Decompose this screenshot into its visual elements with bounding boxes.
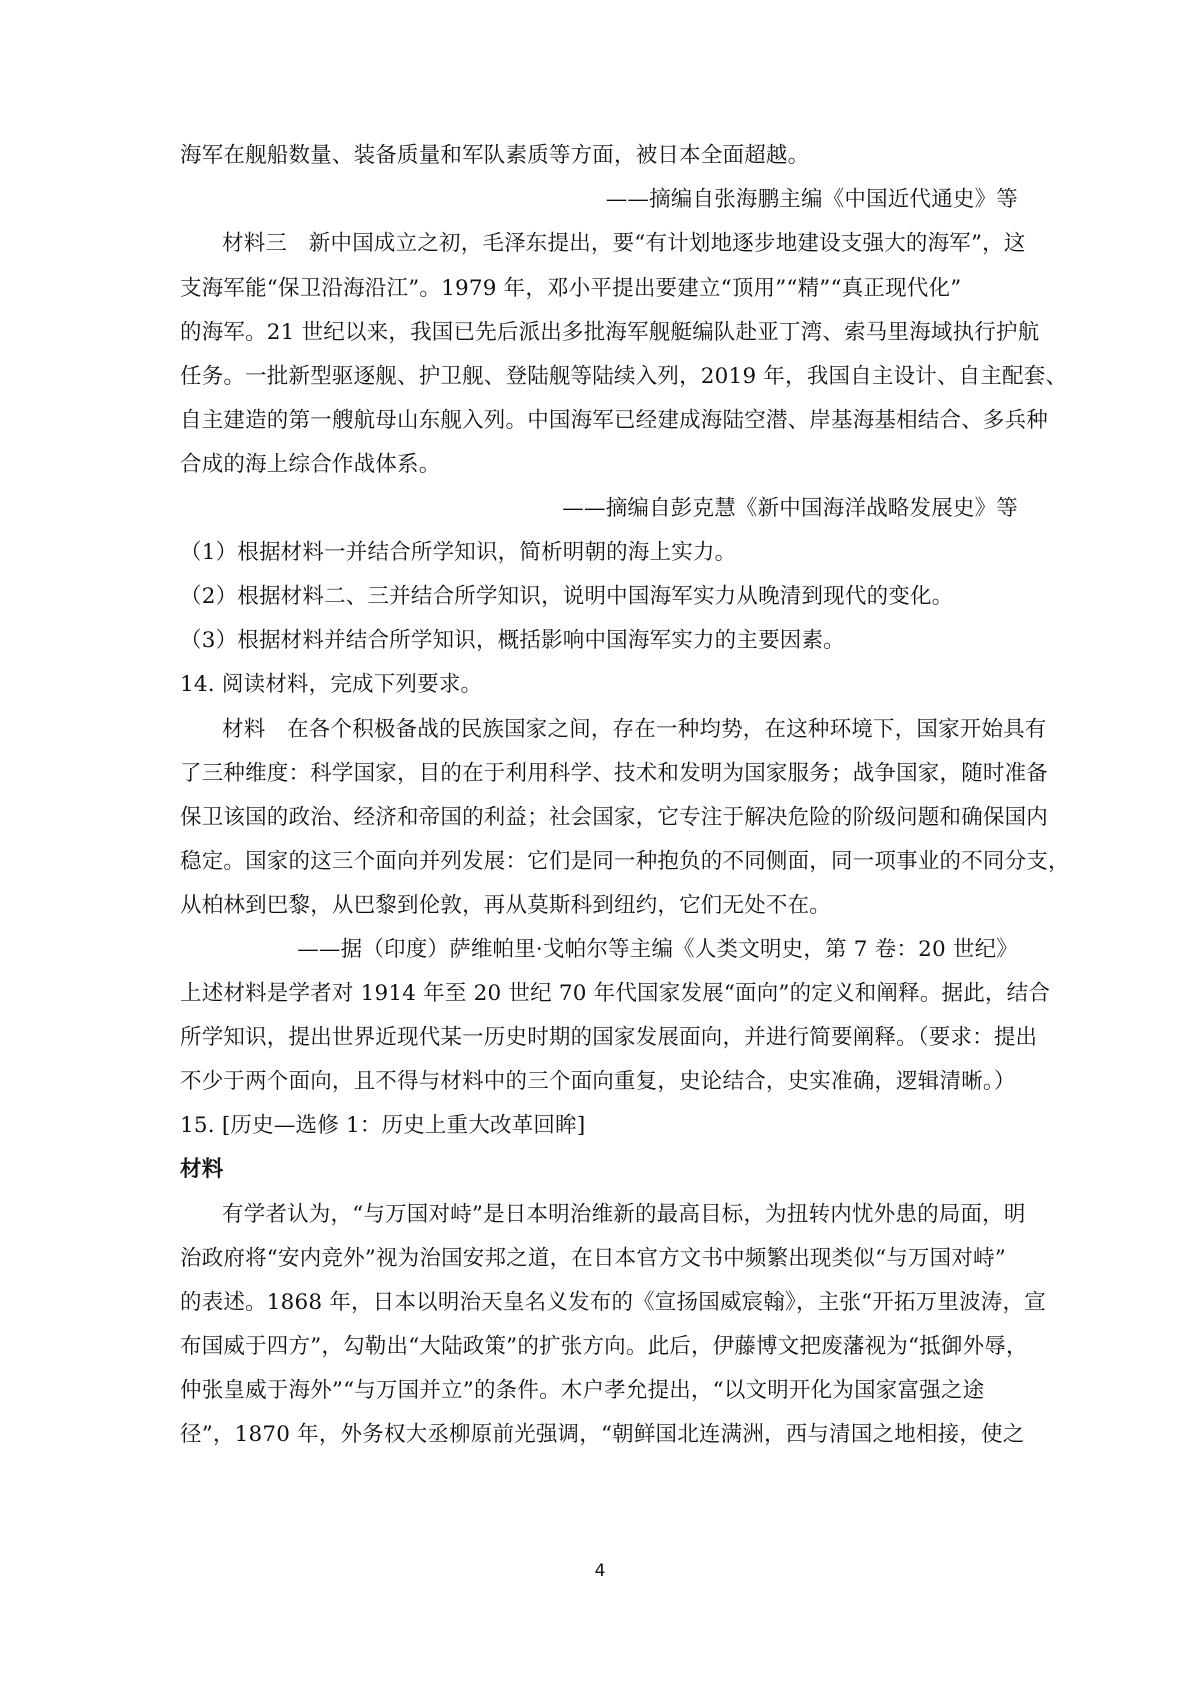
paragraph-line: 任务。一批新型驱逐舰、护卫舰、登陆舰等陆续入列，2019 年，我国自主设计、自主配套、 bbox=[180, 364, 1068, 389]
question-item: （3）根据材料并结合所学知识，概括影响中国海军实力的主要因素。 bbox=[180, 628, 845, 653]
paragraph-line: 自主建造的第一艘航母山东舰入列。中国海军已经建成海陆空潜、岸基海基相结合、多兵种 bbox=[180, 408, 1049, 433]
paragraph-line: 稳定。国家的这三个面向并列发展：它们是同一种抱负的不同侧面，同一项事业的不同分支， bbox=[180, 849, 1070, 874]
paragraph-line: 支海军能“保卫沿海沿江”。1979 年，邓小平提出要建立“顶用”“精”“真正现代化” bbox=[180, 276, 962, 301]
paragraph-line: 从柏林到巴黎，从巴黎到伦敦，再从莫斯科到纽约，它们无处不在。 bbox=[180, 893, 832, 918]
paragraph-line: 合成的海上综合作战体系。 bbox=[180, 452, 441, 477]
paragraph-line: 的海军。21 世纪以来，我国已先后派出多批海军舰艇编队赴亚丁湾、索马里海域执行护航 bbox=[180, 320, 1040, 345]
paragraph-line: 不少于两个面向，且不得与材料中的三个面向重复，史论结合，史实准确，逻辑清晰。） bbox=[180, 1069, 1016, 1094]
paragraph-line: 布国威于四方”，勾勒出“大陆政策”的扩张方向。此后，伊藤博文把废藩视为“抵御外辱， bbox=[180, 1334, 1028, 1359]
paragraph-line: 的表述。1868 年，日本以明治天皇名义发布的《宣扬国威宸翰》，主张“开拓万里波涛，宣 bbox=[180, 1290, 1046, 1315]
paragraph-line: 了三种维度：科学国家，目的在于利用科学、技术和发明为国家服务；战争国家，随时准备 bbox=[180, 761, 1049, 786]
material-heading: 材料 bbox=[180, 1157, 224, 1182]
source-citation: ——摘编自彭克慧《新中国海洋战略发展史》等 bbox=[562, 496, 1018, 521]
paragraph-line: 保卫该国的政治、经济和帝国的利益；社会国家，它专注于解决危险的阶级问题和确保国内 bbox=[180, 805, 1049, 830]
paragraph-line: 材料 在各个积极备战的民族国家之间，存在一种均势，在这种环境下，国家开始具有 bbox=[222, 717, 1047, 742]
paragraph-line: 上述材料是学者对 1914 年至 20 世纪 70 年代国家发展“面向”的定义和阐释。据此，结合 bbox=[180, 981, 1051, 1006]
paragraph-line: 径”，1870 年，外务权大丞柳原前光强调，“朝鲜国北连满洲，西与清国之地相接，使之 bbox=[180, 1422, 1025, 1447]
question-heading: 15. [历史—选修 1：历史上重大改革回眸] bbox=[180, 1113, 586, 1138]
paragraph-line: 有学者认为，“与万国对峙”是日本明治维新的最高目标，为扭转内忧外患的局面，明 bbox=[222, 1202, 1026, 1227]
paragraph-line: 材料三 新中国成立之初，毛泽东提出，要“有计划地逐步地建设支强大的海军”，这 bbox=[222, 231, 1026, 256]
question-item: （1）根据材料一并结合所学知识，简析明朝的海上实力。 bbox=[180, 540, 737, 565]
page-number: 4 bbox=[594, 1561, 606, 1581]
question-heading: 14. 阅读材料，完成下列要求。 bbox=[180, 672, 483, 697]
source-citation: ——据（印度）萨维帕里·戈帕尔等主编《人类文明史，第 7 卷：20 世纪》 bbox=[297, 937, 1018, 962]
text-line: 海军在舰船数量、装备质量和军队素质等方面，被日本全面超越。 bbox=[180, 143, 810, 168]
paragraph-line: 治政府将“安内竞外”视为治国安邦之道，在日本官方文书中频繁出现类似“与万国对峙” bbox=[180, 1246, 1006, 1271]
source-citation: ——摘编自张海鹏主编《中国近代通史》等 bbox=[605, 187, 1018, 212]
question-item: （2）根据材料二、三并结合所学知识，说明中国海军实力从晚清到现代的变化。 bbox=[180, 584, 954, 609]
paragraph-line: 仲张皇威于海外”“与万国并立”的条件。木户孝允提出，“以文明开化为国家富强之途 bbox=[180, 1378, 985, 1403]
paragraph-line: 所学知识，提出世界近现代某一历史时期的国家发展面向，并进行简要阐释。（要求：提出 bbox=[180, 1025, 1038, 1050]
